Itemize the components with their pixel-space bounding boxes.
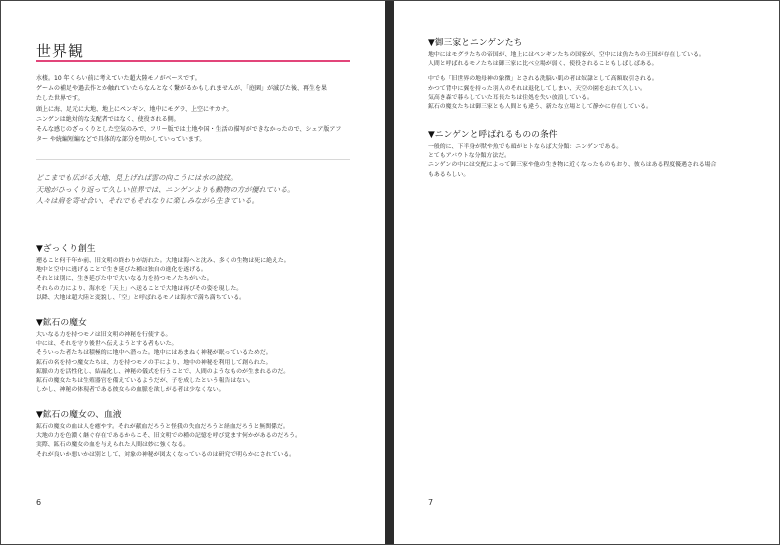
page-title: 世界観 <box>36 42 85 60</box>
body-line: 鉱脈の力を活性化し、結晶化し、神秘の儀式を行うことで、人間のようなものが生まれるのだ。 <box>36 368 290 375</box>
body-line: 地中と空中に逃げることで生き延びた種は独自の進化を遂げる。 <box>36 267 207 274</box>
section-body <box>428 143 748 180</box>
intro-line: 水棲。10 年くらい前に考えていた超大陸モノがベースです。 <box>36 75 201 82</box>
section-human-conditions <box>428 129 748 180</box>
section-body <box>428 51 748 112</box>
intro-paragraph <box>36 74 354 145</box>
section-divider <box>36 159 350 160</box>
section-heading: ▼鉱石の魔女 <box>36 318 87 328</box>
body-line: そういった者たちは積極的に地中へ潜った。地中にはあまねく神秘が眠っているためだ。 <box>36 350 272 357</box>
body-line: 以降、大地は超大陸と変貌し、「空」と呼ばれるモノは海水で満ち満ちている。 <box>36 294 245 301</box>
body-line: 大地の力を色濃く継ぐ存在であるからこそ、旧文明での種の記憶を呼び覚ます何かがあるのだろう。 <box>36 433 301 440</box>
page-number: 6 <box>36 498 42 507</box>
body-line: かつて背中に翼を持った羽人のそれは退化してしまい、天空の園を忘れて久しい。 <box>428 85 646 92</box>
section-heading: ▼鉱石の魔女の、血液 <box>36 410 122 420</box>
page-left <box>2 2 384 543</box>
intro-line: そんな感じのざっくりとした空気のみで、フリー版では土地や国・生活の描写ができなかったので、シェア版アフ <box>36 126 342 134</box>
body-line: それとは別に、生き延びた中で大いなる力を持つモノたちがいた。 <box>36 276 213 283</box>
body-line: 大いなる力を持つモノは旧文明の神秘を行使する。 <box>36 332 172 338</box>
intro-line: たした世界です。 <box>36 95 84 103</box>
page-number: 7 <box>428 498 434 507</box>
body-line: 実際、鉱石の魔女の血を与えられた人間は妙に強くなる。 <box>36 442 190 449</box>
quote-line: 天地がひっくり返って久しい世界では、ニンゲンよりも動物の方が優れている。 <box>36 184 295 194</box>
intro-line: ゲームの補足や過去作とか触れていたらなんとなく繋がるかもしれませんが、「庭園」が滅びた後、再生を果 <box>36 85 328 93</box>
body-line: それが良いか悪いかは別として、対象の神秘が図太くなっているのは研究で明らかにされている。 <box>36 451 296 458</box>
section-heading: ▼御三家とニンゲンたち <box>428 38 523 48</box>
page-right <box>395 2 778 543</box>
page-separator <box>385 1 394 544</box>
section-heading: ▼ざっくり創生 <box>36 244 96 254</box>
body-line: 人間と呼ばれるモノたちは御三家に比べ立場が弱く、使役されることもしばしばある。 <box>428 61 658 68</box>
body-line: 遡ること何千年か前、旧文明の終わりが訪れた。大地は海へと沈み、多くの生物は死に絶えた。 <box>36 258 290 264</box>
body-line: 地中にはモグラたちの帝国が、地上にはペンギンたちの国家が、空中には魚たちの王国が存在している。 <box>428 52 705 58</box>
quote-line: どこまでも広がる大地、見上げれば雲の向こうには水の波紋。 <box>36 173 238 182</box>
quote-line: 人々は肩を寄せ合い、それでもそれなりに楽しみながら生きている。 <box>36 196 259 206</box>
body-line: 鉱石の魔女たちは生殖器官を備えているようだが、子を成したという報告はない。 <box>36 378 254 385</box>
intro-line: ニンゲンは絶対的な支配者ではなく、使役される側。 <box>36 115 180 123</box>
intro-line: 頭上に海、足元に大地、地上にペンギン、地中にモグラ、上空にサカナ。 <box>36 105 233 113</box>
section-body <box>36 423 356 460</box>
intro-line: ター や続編短編などで具体的な部分を明かしていっています。 <box>36 136 206 144</box>
section-heading: ▼ニンゲンと呼ばれるものの条件 <box>428 130 558 140</box>
body-line: ニンゲンの中には交配によって御三家や他の生き物に近くなったものもおり、彼らはある程度優遇される場合 <box>428 162 717 169</box>
section-three-houses <box>428 37 748 112</box>
body-line: しかし、神秘の体現者である彼女らの血脈を欲しがる者は少なくない。 <box>36 387 225 394</box>
quote-block <box>36 172 354 207</box>
section-witch-blood <box>36 409 356 460</box>
body-line: 鉱石の魔女たちは御三家とも人間とも違う、新たな立場として静かに存在している。 <box>428 104 652 111</box>
body-line: もあるらしい。 <box>428 171 470 178</box>
body-line: 一般的に、下半身が獣や魚でも頭がヒトならば大分類：ニンゲンである。 <box>428 144 623 150</box>
section-ore-witch <box>36 317 356 395</box>
body-line: それらの力により、海水を「天上」へ送ることで大地は再びその姿を現した。 <box>36 285 243 292</box>
body-line: 中でも「旧世界の地母神の象徴」とされる洗脳い肌の者は奴隷として高額取引される。 <box>428 76 658 83</box>
body-line: 中には、それを守り後世へ伝えようとする者もいた。 <box>36 341 178 348</box>
body-line: 気高き森で暮らしていた耳長たちは住処を失い放浪している。 <box>428 94 593 101</box>
title-underline <box>36 60 350 62</box>
body-line: 鉱石の魔女の血は人を癒やす。それが献血だろうと怪我の失血だろうと経血だろうと無関係だ。 <box>36 424 289 430</box>
section-genesis <box>36 243 356 303</box>
section-body <box>36 257 356 303</box>
body-line: とてもアバウトな分類方法だ。 <box>428 153 510 160</box>
body-line: 鉱石の名を持つ魔女たちは、力を持つモノの手により、地中の神秘を利用して創られた。 <box>36 359 272 366</box>
section-body <box>36 331 356 395</box>
